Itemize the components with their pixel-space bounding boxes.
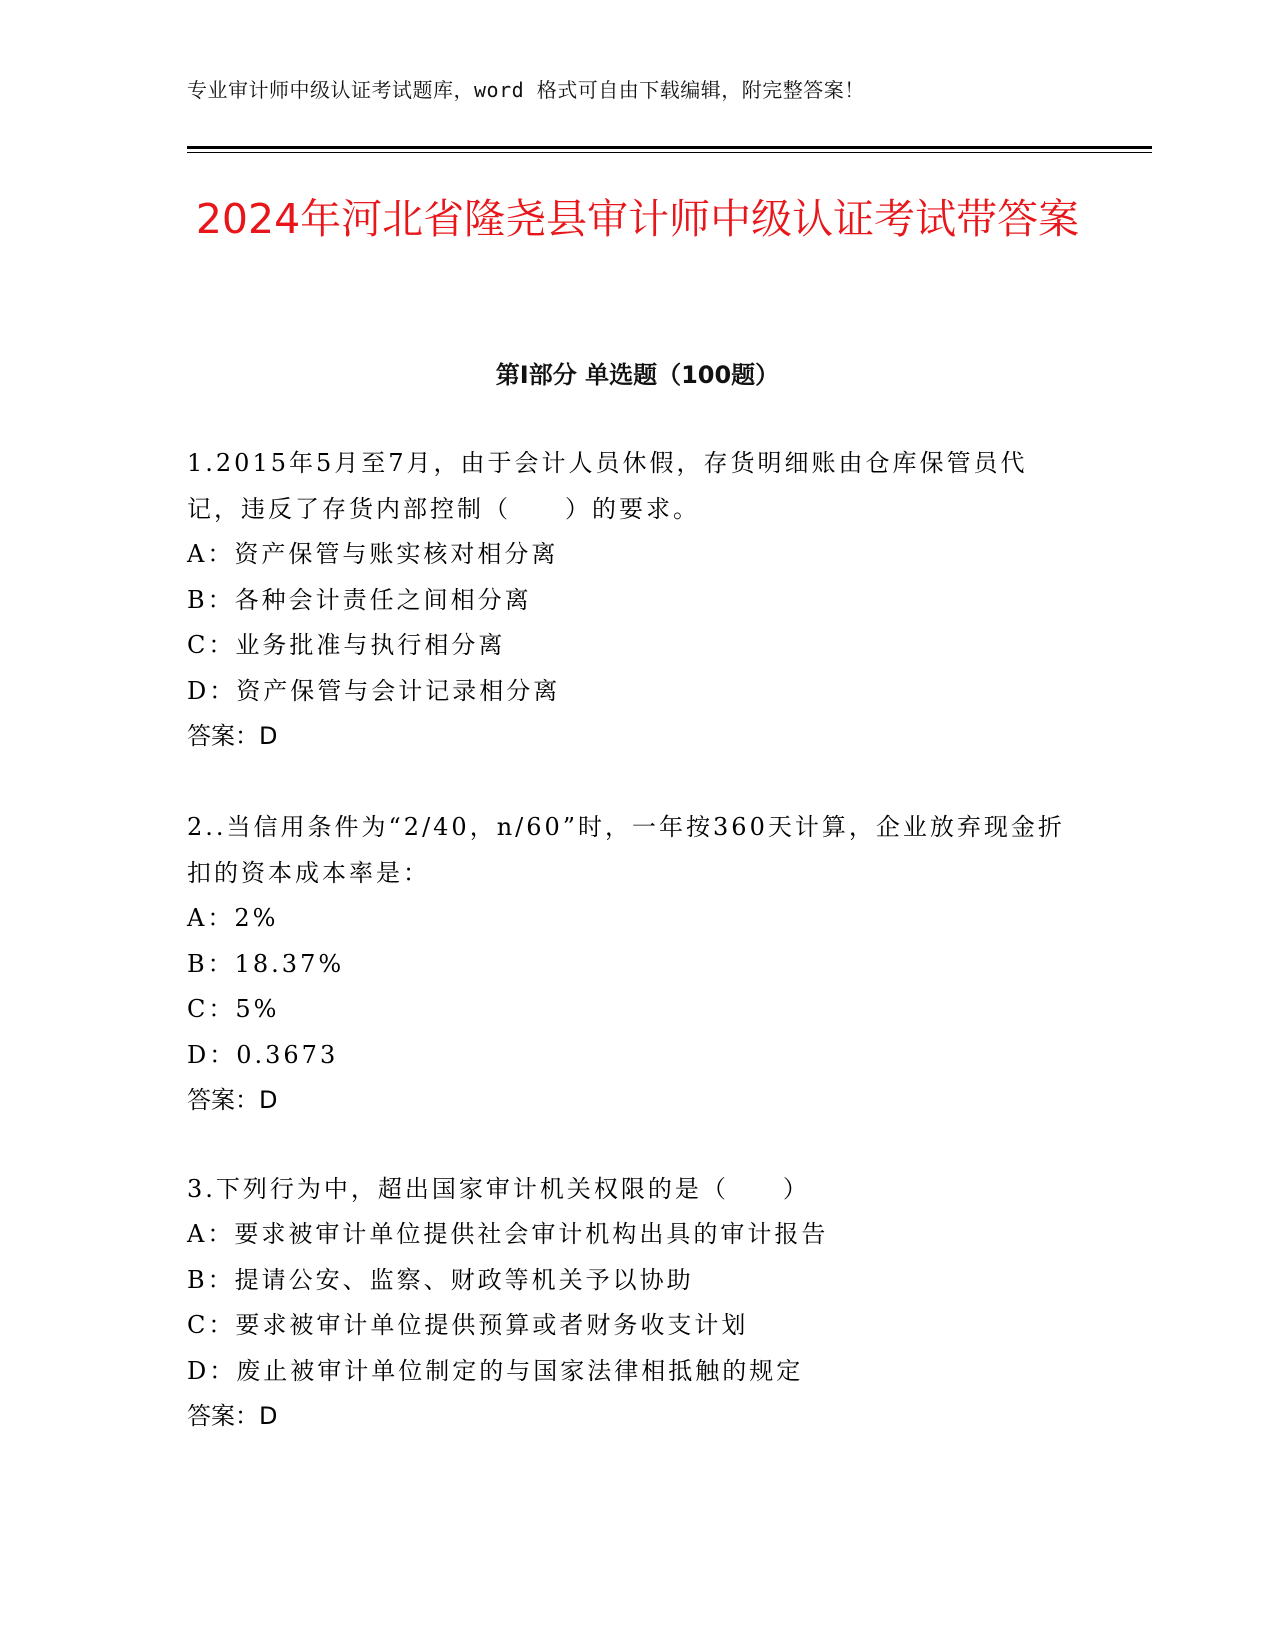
- option-b: B：各种会计责任之间相分离: [187, 585, 532, 614]
- header-rule-thin: [187, 152, 1152, 153]
- option-c: C：业务批准与执行相分离: [187, 631, 506, 659]
- option-a: A：要求被审计单位提供社会审计机构出具的审计报告: [187, 1220, 829, 1248]
- answer-label: 答案：D: [187, 1086, 278, 1114]
- question-stem: 1.2015年5月至7月，由于会计人员休假，存货明细账由仓库保管员代记，违反了存货内部控制（ ）的要求。: [187, 449, 1028, 523]
- document-title: 2024年河北省隆尧县审计师中级认证考试带答案: [195, 195, 1080, 243]
- option-a: A：2%: [187, 904, 279, 932]
- option-b: B：提请公安、监察、财政等机关予以协助: [187, 1265, 694, 1294]
- option-d: D：废止被审计单位制定的与国家法律相抵触的规定: [187, 1356, 804, 1385]
- answer-label: 答案：D: [187, 1402, 278, 1430]
- question-3: [187, 1166, 1077, 1439]
- option-c: C：5%: [187, 995, 280, 1023]
- option-d: D：资产保管与会计记录相分离: [187, 676, 561, 705]
- header-rule-thick: [187, 146, 1152, 149]
- option-a: A：资产保管与账实核对相分离: [187, 540, 559, 568]
- option-c: C：要求被审计单位提供预算或者财务收支计划: [187, 1311, 749, 1339]
- question-2: [187, 804, 1077, 1123]
- question-1: [187, 440, 1077, 759]
- question-stem: 3.下列行为中，超出国家审计机关权限的是（ ）: [187, 1175, 810, 1203]
- option-d: D：0.3673: [187, 1040, 339, 1069]
- option-b: B：18.37%: [187, 949, 345, 978]
- question-stem: 2..当信用条件为“2/40，n/60”时，一年按360天计算，企业放弃现金折扣的资本成本率是：: [187, 813, 1065, 887]
- header-note: 专业审计师中级认证考试题库，word 格式可自由下载编辑，附完整答案！: [187, 78, 865, 102]
- answer-label: 答案：D: [187, 722, 278, 750]
- section-title: 第Ⅰ部分 单选题（100题）: [495, 361, 780, 389]
